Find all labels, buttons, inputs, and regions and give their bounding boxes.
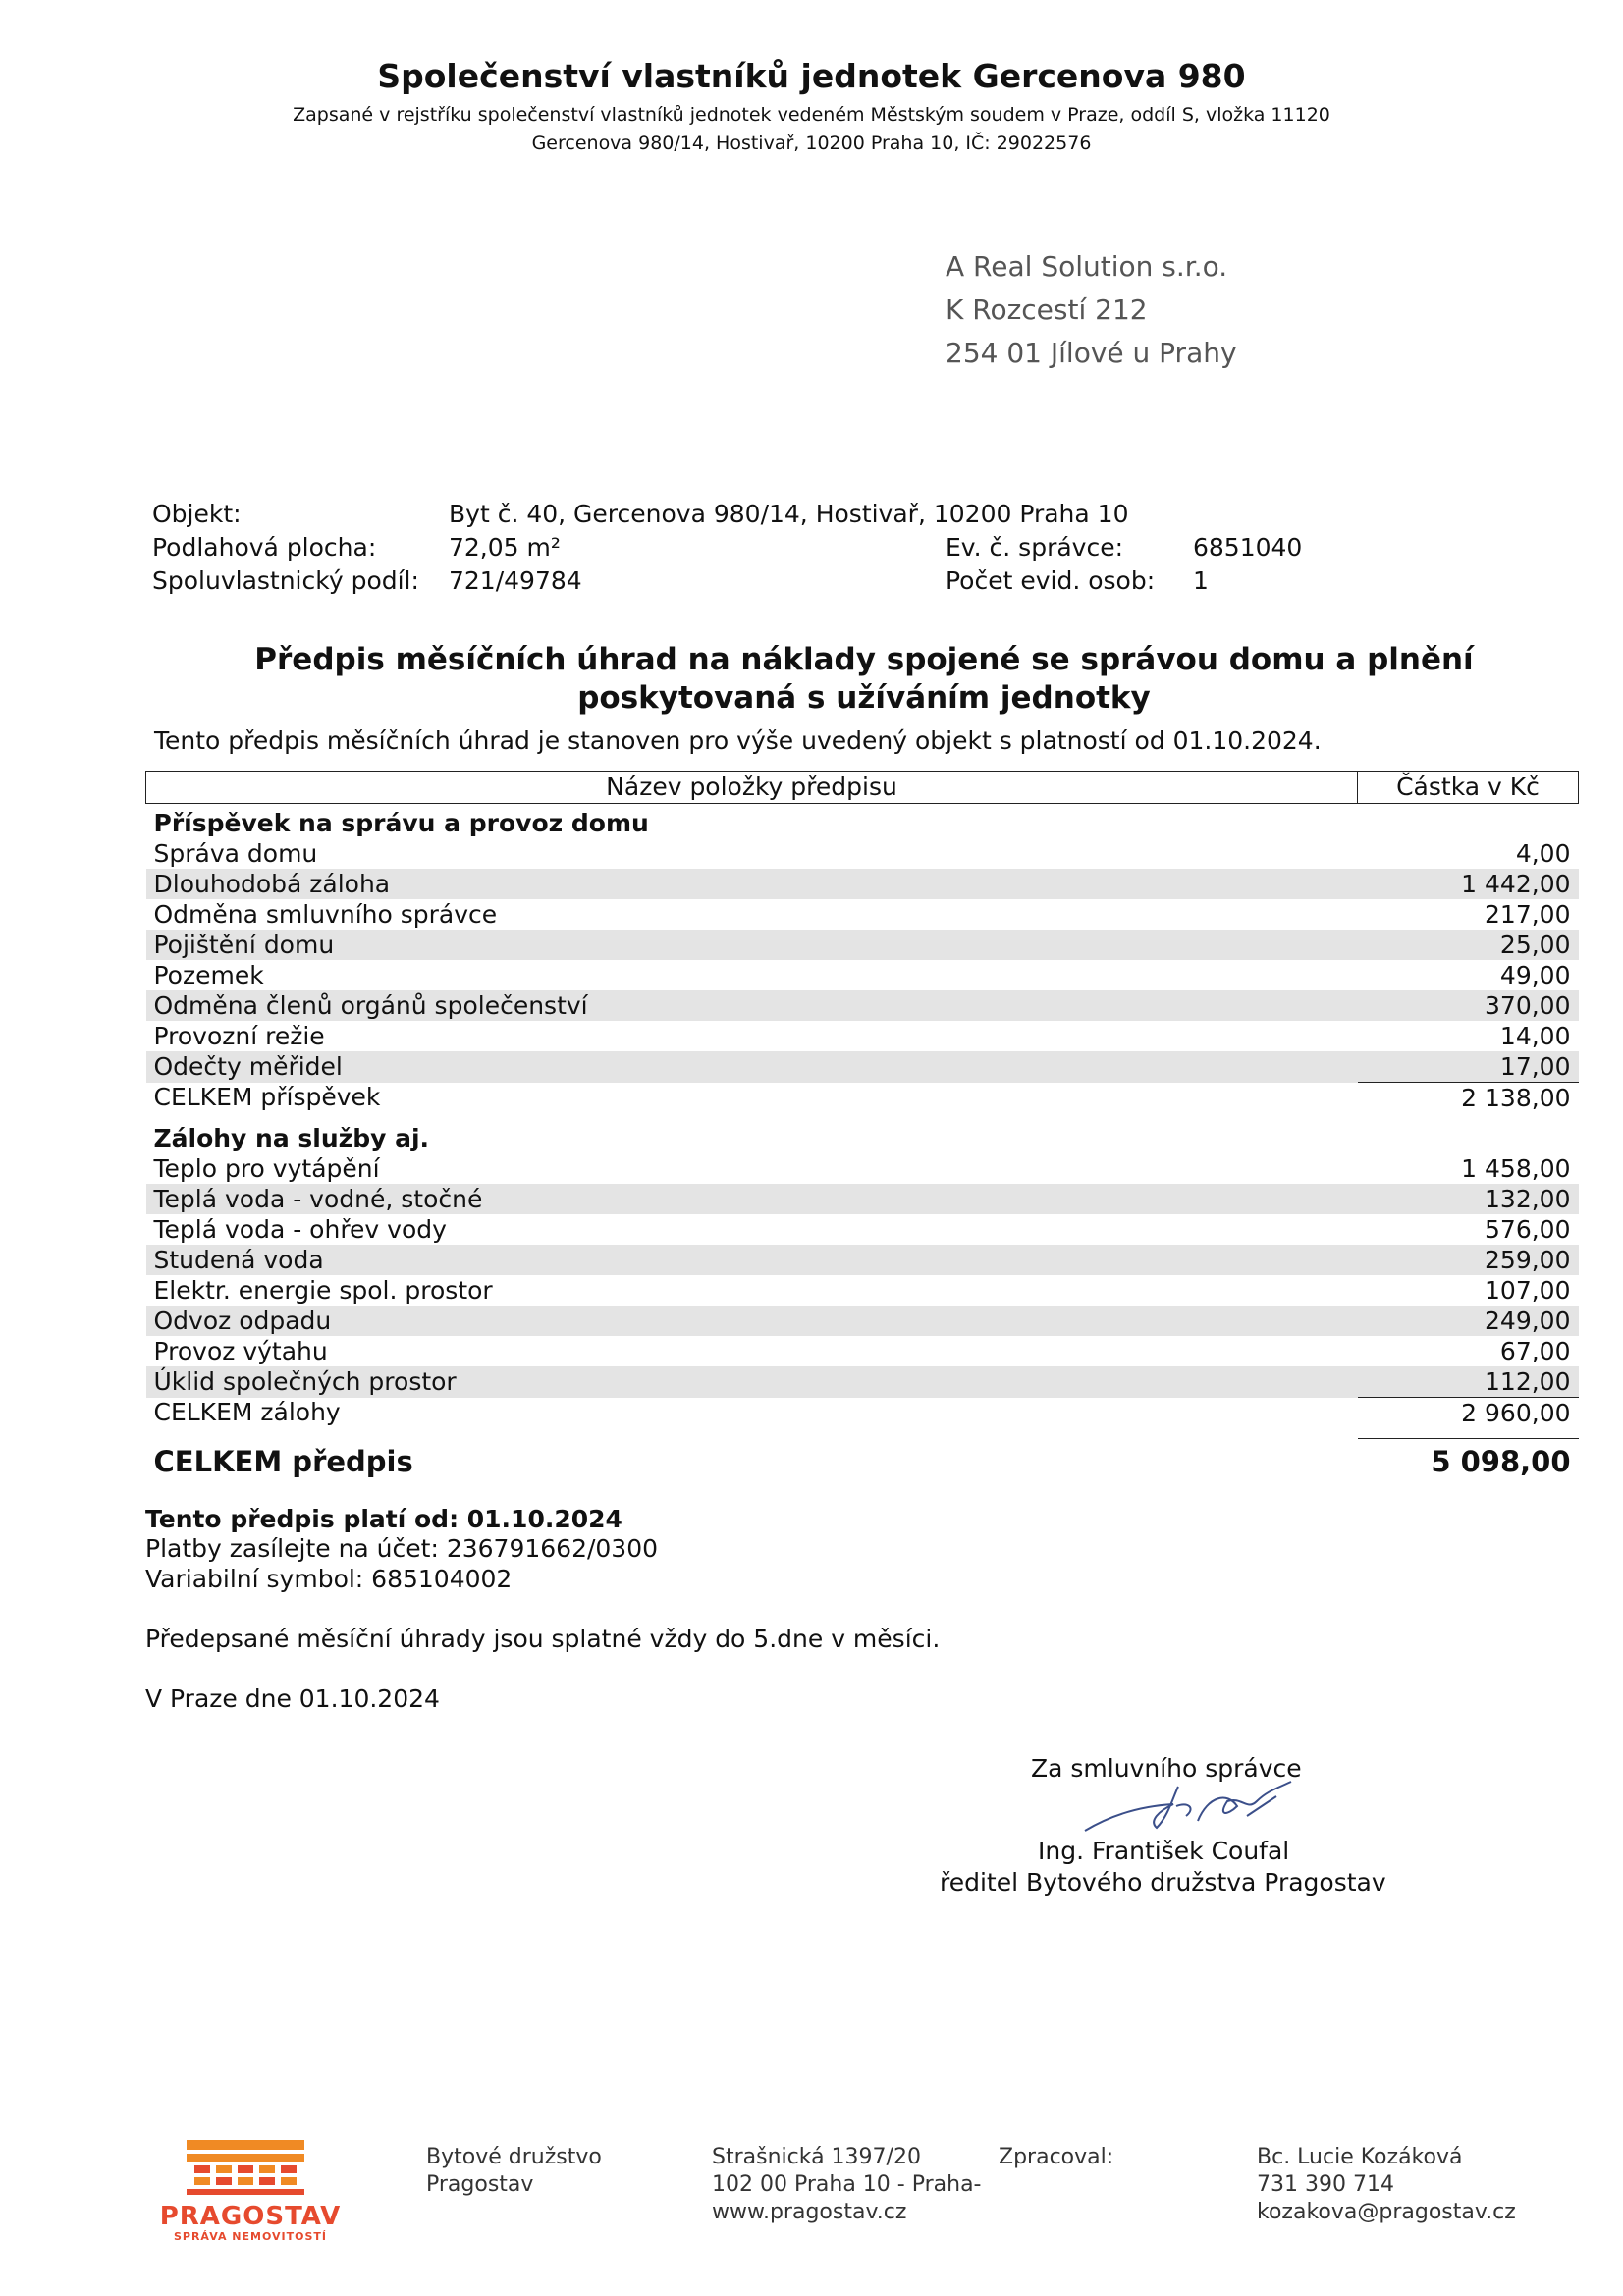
- item-name: Provoz výtahu: [153, 1336, 328, 1365]
- footer-street: Strašnická 1397/20: [712, 2145, 921, 2169]
- footer-col4: [1257, 2144, 1516, 2226]
- logo-tagline: SPRÁVA NEMOVITOSTÍ: [173, 2230, 328, 2243]
- item-amount: 67,00: [1499, 1336, 1571, 1365]
- logo-wordmark: PRAGOSTAV: [159, 2202, 342, 2231]
- item-amount: 217,00: [1485, 899, 1571, 929]
- osoby-label: Počet evid. osob:: [946, 566, 1156, 595]
- item-name: Správa domu: [153, 838, 318, 868]
- col-name-header: Název položky předpisu: [146, 772, 1358, 804]
- table-row: [146, 1366, 1579, 1398]
- item-name: Úklid společných prostor: [146, 1366, 1358, 1398]
- osoby-value: 1: [1193, 566, 1209, 595]
- table-row: [146, 960, 1579, 990]
- intro-text: Tento předpis měsíčních úhrad je stanoven pro výše uvedený objekt s platností od 01.10.2024.: [154, 726, 1322, 755]
- table-row: [146, 1051, 1579, 1083]
- association-address: Gercenova 980/14, Hostivař, 10200 Praha 10, IČ: 29022576: [531, 133, 1092, 154]
- item-amount: 17,00: [1358, 1051, 1579, 1083]
- table-row: [146, 838, 1579, 869]
- item-amount: 25,00: [1358, 930, 1579, 960]
- footer-col3: [999, 2144, 1113, 2171]
- document-title-line2: poskytovaná s užíváním jednotky: [577, 680, 1151, 716]
- table-row: [146, 1306, 1579, 1336]
- item-amount: 4,00: [1515, 838, 1571, 868]
- item-name: Elektr. energie spol. prostor: [153, 1275, 493, 1305]
- item-name: Odměna smluvního správce: [153, 899, 498, 929]
- item-name: Studená voda: [146, 1245, 1358, 1275]
- section1-title: Příspěvek na správu a provoz domu: [153, 808, 649, 837]
- spravce-value: 6851040: [1193, 533, 1303, 561]
- variable-symbol: Variabilní symbol: 685104002: [145, 1565, 513, 1593]
- table-row: [146, 1153, 1579, 1184]
- table-row: [146, 1336, 1579, 1366]
- table-row: [146, 990, 1579, 1021]
- footer-processed-by: Zpracoval:: [999, 2145, 1114, 2169]
- item-amount: 14,00: [1499, 1021, 1571, 1050]
- footer-contact-name: Bc. Lucie Kozáková: [1257, 2145, 1463, 2169]
- item-amount: 107,00: [1485, 1275, 1571, 1305]
- table-row: [146, 930, 1579, 960]
- podil-label: Spoluvlastnický podíl:: [152, 566, 419, 595]
- item-amount: 259,00: [1358, 1245, 1579, 1275]
- section2-title: Zálohy na služby aj.: [153, 1123, 430, 1152]
- item-name: Teplo pro vytápění: [153, 1153, 380, 1183]
- due-note: Předepsané měsíční úhrady jsou splatné vždy do 5.dne v měsíci.: [145, 1625, 941, 1653]
- signature-name: Ing. František Coufal: [1038, 1837, 1290, 1865]
- valid-from: Tento předpis platí od: 01.10.2024: [145, 1505, 622, 1533]
- item-name: Teplá voda - ohřev vody: [153, 1214, 447, 1244]
- item-name: Pojištění domu: [146, 930, 1358, 960]
- items-table: [145, 771, 1579, 1484]
- footer-company-line2: Pragostav: [426, 2172, 534, 2197]
- table-row: [146, 1245, 1579, 1275]
- objekt-label: Objekt:: [152, 500, 242, 528]
- item-amount: 49,00: [1499, 960, 1571, 989]
- subtotal-amount: 2 138,00: [1461, 1083, 1571, 1112]
- item-amount: 132,00: [1358, 1184, 1579, 1214]
- recipient-name: A Real Solution s.r.o.: [946, 250, 1228, 283]
- footer-col2: [712, 2144, 981, 2226]
- document-title: [147, 641, 1581, 718]
- spravce-label: Ev. č. správce:: [946, 533, 1124, 561]
- grand-total-label: CELKEM předpis: [153, 1444, 413, 1478]
- section-header: [146, 1113, 1579, 1153]
- table-row: [146, 1275, 1579, 1306]
- table-row: [146, 869, 1579, 899]
- signature-scribble: [1080, 1777, 1306, 1845]
- footer-web-link[interactable]: www.pragostav.cz: [712, 2200, 907, 2224]
- item-name: Dlouhodobá záloha: [146, 869, 1358, 899]
- building-icon: [147, 2140, 353, 2199]
- table-row: [146, 899, 1579, 930]
- item-name: Pozemek: [153, 960, 264, 989]
- subtotal-row: [146, 1083, 1579, 1114]
- col-amount-header: Částka v Kč: [1358, 772, 1579, 804]
- table-header: [146, 772, 1579, 804]
- item-name: Odečty měřidel: [146, 1051, 1358, 1083]
- grand-total-amount: 5 098,00: [1358, 1439, 1579, 1485]
- account-line: Platby zasílejte na účet: 236791662/0300: [145, 1534, 659, 1563]
- subtotal-amount: 2 960,00: [1461, 1398, 1571, 1427]
- subtotal-label: CELKEM zálohy: [153, 1398, 341, 1427]
- plocha-value: 72,05 m²: [449, 533, 561, 561]
- table-row: [146, 1021, 1579, 1051]
- subtotal-label: CELKEM příspěvek: [153, 1083, 381, 1112]
- recipient-street: K Rozcestí 212: [946, 294, 1148, 326]
- signature-za: Za smluvního správce: [1031, 1754, 1302, 1783]
- footer-contact-email[interactable]: kozakova@pragostav.cz: [1257, 2200, 1516, 2224]
- table-row: [146, 1214, 1579, 1245]
- footer-city: 102 00 Praha 10 - Praha-: [712, 2172, 982, 2197]
- section-header: [146, 804, 1579, 839]
- item-amount: 1 458,00: [1461, 1153, 1571, 1183]
- footer-contact-phone: 731 390 714: [1257, 2172, 1394, 2197]
- item-name: Odměna členů orgánů společenství: [146, 990, 1358, 1021]
- podil-value: 721/49784: [449, 566, 582, 595]
- item-amount: 370,00: [1358, 990, 1579, 1021]
- place-date: V Praze dne 01.10.2024: [145, 1684, 440, 1713]
- objekt-value: Byt č. 40, Gercenova 980/14, Hostivař, 10200 Praha 10: [449, 500, 1129, 528]
- item-name: Provozní režie: [153, 1021, 325, 1050]
- item-amount: 1 442,00: [1358, 869, 1579, 899]
- footer-col1: [426, 2144, 602, 2199]
- document-title-line1: Předpis měsíčních úhrad na náklady spojené se správou domu a plnění: [254, 642, 1474, 677]
- registration-line: Zapsané v rejstříku společenství vlastníků jednotek vedeném Městským soudem v Praze, oddíl S, vložka 11120: [293, 104, 1330, 126]
- signature-role: ředitel Bytového družstva Pragostav: [940, 1868, 1386, 1896]
- table-row: [146, 1184, 1579, 1214]
- item-amount: 576,00: [1485, 1214, 1571, 1244]
- subtotal-row: [146, 1398, 1579, 1429]
- item-name: Odvoz odpadu: [146, 1306, 1358, 1336]
- association-title: Společenství vlastníků jednotek Gercenova 980: [377, 57, 1246, 95]
- item-name: Teplá voda - vodné, stočné: [146, 1184, 1358, 1214]
- item-amount: 249,00: [1358, 1306, 1579, 1336]
- item-amount: 112,00: [1358, 1366, 1579, 1398]
- pragostav-logo: [147, 2140, 353, 2243]
- plocha-label: Podlahová plocha:: [152, 533, 377, 561]
- footer-company-line1: Bytové družstvo: [426, 2145, 602, 2169]
- recipient-city: 254 01 Jílové u Prahy: [946, 337, 1237, 369]
- grand-total-row: [146, 1439, 1579, 1485]
- spacer-row: [146, 1428, 1579, 1439]
